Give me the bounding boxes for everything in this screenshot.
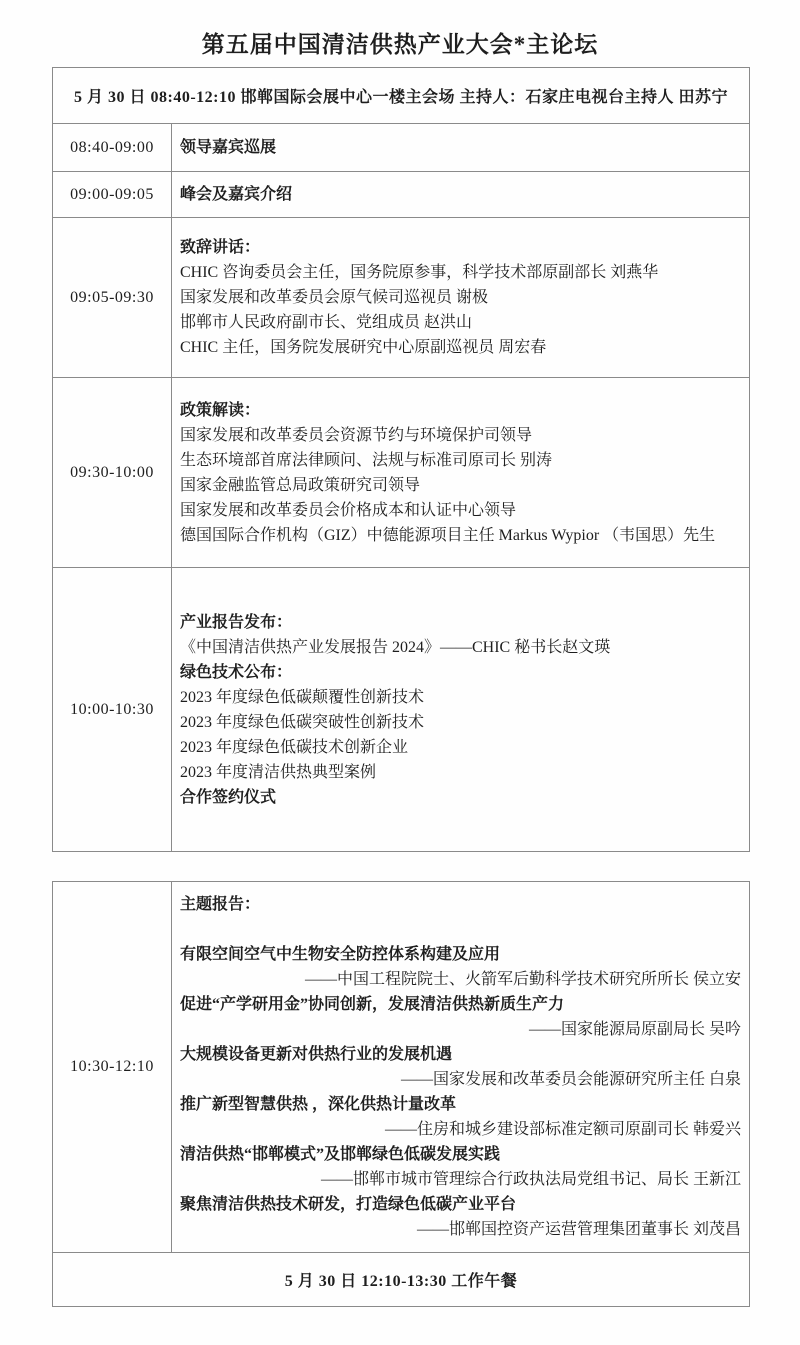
topic-line: 聚焦清洁供热技术研发，打造绿色低碳产业平台: [180, 1196, 517, 1213]
morning-agenda-table: [52, 67, 750, 852]
section-heading-line: 合作签约仪式: [180, 788, 277, 806]
speaker-line: 国家发展和改革委员会原气候司巡视员 谢极: [180, 289, 489, 306]
section-heading-line: 致辞讲话：: [180, 239, 261, 256]
topic-line: 清洁供热“邯郸模式”及邯郸绿色低碳发展实践: [180, 1146, 501, 1163]
speaker-line: ——国家能源局原副局长 吴吟: [528, 1021, 741, 1038]
topic-line: 有限空间空气中生物安全防控体系构建及应用: [180, 946, 501, 963]
speaker-line: 国家发展和改革委员会资源节约与环境保护司领导: [180, 426, 533, 444]
agenda-line: 领导嘉宾巡展: [180, 139, 277, 156]
agenda-line: 峰会及嘉宾介绍: [180, 186, 293, 203]
section-heading-line: 产业报告发布：: [180, 613, 293, 631]
time-cell: 08:40-09:00: [53, 124, 172, 172]
report-line: 《中国清洁供热产业发展报告 2024》——CHIC 秘书长赵文瑛: [180, 638, 611, 656]
table-row: [53, 882, 750, 1253]
award-line: 2023 年度绿色低碳技术创新企业: [180, 738, 409, 756]
award-line: 2023 年度清洁供热典型案例: [180, 763, 377, 781]
time-cell: 09:30-10:00: [53, 378, 172, 568]
section-heading-line: 政策解读：: [180, 401, 261, 419]
session-header-cell: 5 月 30 日 08:40-12:10 邯郸国际会展中心一楼主会场 主持人：石家庄电视台主持人 田苏宁: [53, 68, 750, 124]
topic-line: 推广新型智慧供热 ，深化供热计量改革: [180, 1096, 457, 1113]
agenda-cell: [172, 568, 750, 852]
agenda-cell: [172, 378, 750, 568]
speaker-line: 邯郸市人民政府副市长、党组成员 赵洪山: [180, 314, 473, 331]
section-heading-line: 主题报告：: [180, 896, 261, 913]
speaker-line: 德国国际合作机构（GIZ）中德能源项目主任 Markus Wypior （韦国思）先生: [180, 526, 716, 544]
speaker-line: 国家发展和改革委员会价格成本和认证中心领导: [180, 501, 517, 519]
speaker-line: ——中国工程院院士、火箭军后勤科学技术研究所所长 侯立安: [304, 971, 741, 988]
keynote-agenda-table: [52, 881, 750, 1307]
agenda-cell: [172, 124, 750, 172]
time-cell: 10:30-12:10: [53, 882, 172, 1253]
speaker-line: ——住房和城乡建设部标准定额司原副司长 韩爱兴: [384, 1121, 741, 1138]
topic-line: 促进“产学研用金”协同创新，发展清洁供热新质生产力: [180, 996, 565, 1013]
table-row: [53, 172, 750, 218]
topic-line: 大规模设备更新对供热行业的发展机遇: [180, 1046, 453, 1063]
speaker-line: ——邯郸国控资产运营管理集团董事长 刘茂昌: [416, 1221, 741, 1238]
blank-line: [180, 917, 741, 942]
speaker-line: ——国家发展和改革委员会能源研究所主任 白泉: [400, 1071, 741, 1088]
agenda-cell: [172, 172, 750, 218]
award-line: 2023 年度绿色低碳突破性创新技术: [180, 713, 425, 731]
table-row: [53, 124, 750, 172]
table-row: [53, 218, 750, 378]
speaker-line: 国家金融监管总局政策研究司领导: [180, 476, 421, 494]
speaker-line: CHIC 咨询委员会主任，国务院原参事，科学技术部原副部长 刘燕华: [180, 264, 659, 281]
time-cell: 09:00-09:05: [53, 172, 172, 218]
page-title: 第五届中国清洁供热产业大会*主论坛: [201, 32, 599, 57]
speaker-line: 生态环境部首席法律顾问、法规与标准司原司长 别涛: [180, 451, 553, 469]
table-row: [53, 568, 750, 852]
table-row: [53, 378, 750, 568]
agenda-cell: [172, 882, 750, 1253]
time-cell: 10:00-10:30: [53, 568, 172, 852]
agenda-cell: [172, 218, 750, 378]
award-line: 2023 年度绿色低碳颠覆性创新技术: [180, 688, 425, 706]
speaker-line: CHIC 主任，国务院发展研究中心原副巡视员 周宏春: [180, 339, 547, 356]
lunch-footer-cell: 5 月 30 日 12:10-13:30 工作午餐: [53, 1253, 750, 1307]
speaker-line: ——邯郸市城市管理综合行政执法局党组书记、局长 王新江: [320, 1171, 741, 1188]
time-cell: 09:05-09:30: [53, 218, 172, 378]
section-heading-line: 绿色技术公布：: [180, 663, 293, 681]
